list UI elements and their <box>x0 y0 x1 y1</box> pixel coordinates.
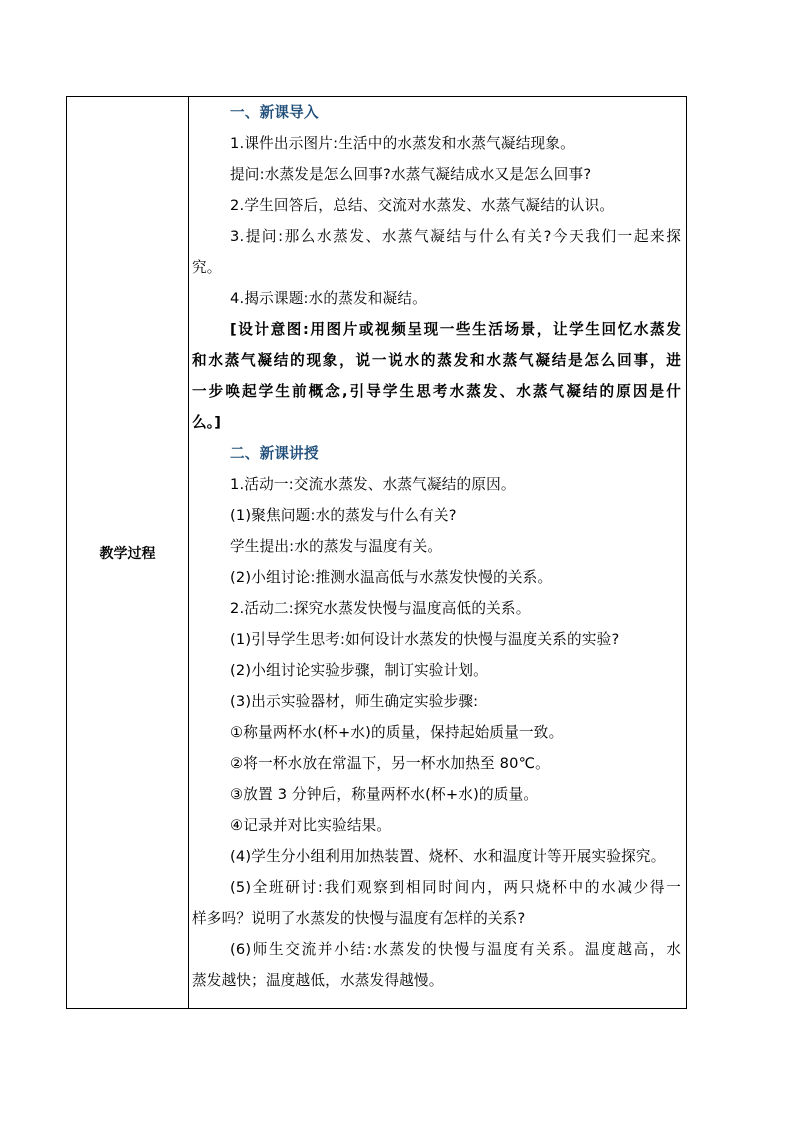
lesson-table <box>66 96 687 1009</box>
text-line: 1.课件出示图片:生活中的水蒸发和水蒸气凝结现象。 <box>230 135 575 152</box>
text-line: 2.活动二:探究水蒸发快慢与温度高低的关系。 <box>230 600 531 617</box>
text-line: (4)学生分小组利用加热装置、烧杯、水和温度计等开展实验探究。 <box>230 848 666 865</box>
text-line: 究。 <box>192 259 222 276</box>
text-line: ③放置 3 分钟后，称量两杯水(杯+水)的质量。 <box>230 786 539 803</box>
text-line: (5)全班研讨:我们观察到相同时间内，两只烧杯中的水减少得一 <box>230 879 681 896</box>
text-line: (6)师生交流并小结:水蒸发的快慢与温度有关系。温度越高，水 <box>230 941 681 958</box>
text-line: ④记录并对比实验结果。 <box>230 817 392 834</box>
text-line: 提问:水蒸发是怎么回事?水蒸气凝结成水又是怎么回事? <box>230 166 592 183</box>
text-line: 和水蒸气凝结的现象，说一说水的蒸发和水蒸气凝结是怎么回事，进 <box>192 352 681 369</box>
text-line: 样多吗？说明了水蒸发的快慢与温度有怎样的关系? <box>192 910 526 927</box>
text-line: 一步唤起学生前概念,引导学生思考水蒸发、水蒸气凝结的原因是什 <box>192 383 681 400</box>
text-line: 1.活动一:交流水蒸发、水蒸气凝结的原因。 <box>230 476 516 493</box>
text-line: 2.学生回答后，总结、交流对水蒸发、水蒸气凝结的认识。 <box>230 197 615 214</box>
text-line: [设计意图:用图片或视频呈现一些生活场景，让学生回忆水蒸发 <box>230 321 681 338</box>
text-line: 学生提出:水的蒸发与温度有关。 <box>230 538 443 555</box>
text-line: 4.揭示课题:水的蒸发和凝结。 <box>230 290 427 307</box>
text-line: 蒸发越快；温度越低，水蒸发得越慢。 <box>192 972 444 989</box>
row-label-cell <box>67 97 188 1008</box>
row-label: 教学过程 <box>99 545 156 562</box>
section-heading: 一、新课导入 <box>230 104 319 121</box>
text-line: (2)小组讨论:推测水温高低与水蒸发快慢的关系。 <box>230 569 553 586</box>
text-line: 么。] <box>192 414 222 431</box>
content-cell <box>189 97 686 1008</box>
text-line: 3.提问:那么水蒸发、水蒸气凝结与什么有关?今天我们一起来探 <box>230 228 681 245</box>
text-line: (3)出示实验器材，师生确定实验步骤: <box>230 693 479 710</box>
text-line: (2)小组讨论实验步骤，制订实验计划。 <box>230 662 488 679</box>
text-line: ①称量两杯水(杯+水)的质量，保持起始质量一致。 <box>230 724 564 741</box>
text-line: (1)引导学生思考:如何设计水蒸发的快慢与温度关系的实验? <box>230 631 620 648</box>
section-heading: 二、新课讲授 <box>230 445 319 462</box>
text-line: ②将一杯水放在常温下，另一杯水加热至 80℃。 <box>230 755 550 772</box>
text-line: (1)聚焦问题:水的蒸发与什么有关? <box>230 507 457 524</box>
